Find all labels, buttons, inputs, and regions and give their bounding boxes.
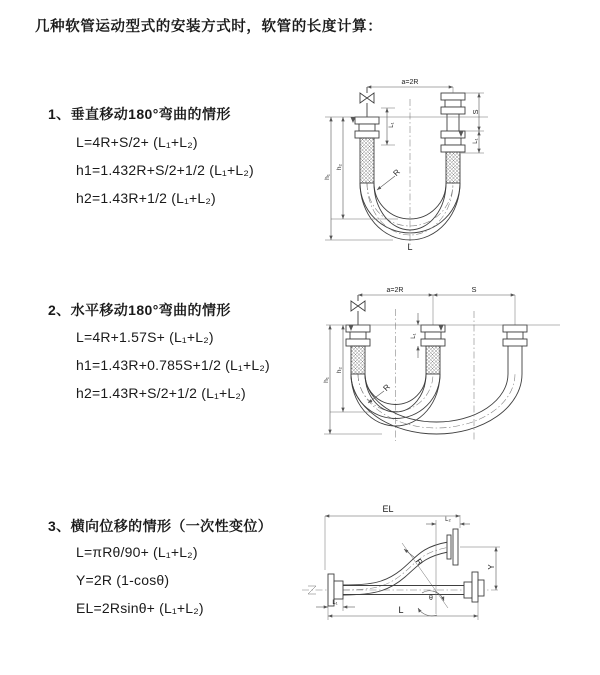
dimension-a2r [358,287,433,295]
section2-formula-h1: h1=1.43R+0.785S+1/2 (L₁+L₂) [76,357,270,373]
upper-right-flange [447,529,458,565]
dimension-h2 [336,117,343,219]
radius-label: R [381,382,392,393]
moved-pipe-flange [503,295,527,374]
right-pipe-flange [441,93,465,183]
dim-l1-left-label: L₁ [389,122,395,128]
dim-l1-label: L₁ [411,333,417,339]
dimension-l [328,602,478,620]
dimension-a2r [367,79,453,93]
dimension-l1-middle [411,313,418,358]
left-pipe-flange [355,117,379,183]
hose-arcs [351,374,522,434]
dim-l-label: L [407,242,413,252]
dimension-el [325,504,460,570]
dimension-h1 [324,117,331,240]
section2-heading: 2、水平移动180°弯曲的情形 [48,302,231,318]
dim-a2r-label: a=2R [401,79,419,86]
dim-l1-label: L₁ [332,600,338,606]
reference-lines [325,93,488,240]
section1-formula-h1: h1=1.432R+S/2+1/2 (L₁+L₂) [76,162,254,178]
middle-pipe-flange [421,295,445,374]
dimension-l1 [316,599,355,611]
section3-formula-Y: Y=2R (1-cosθ) [76,572,170,588]
dim-s-label: S [471,109,480,115]
dim-h1-label: h₁ [323,377,330,383]
left-pipe-flange [346,325,370,374]
dim-h2-label: h₂ [336,366,343,374]
dim-l1-right-label: L₁ [473,138,479,144]
section3-heading: 3、横向位移的情形（一次性变位） [48,518,273,534]
section3-formula-L: L=πRθ/90+ (L₁+L₂) [76,544,198,560]
dim-y-label: Y [487,564,496,570]
section2-formula-L: L=4R+1.57S+ (L₁+L₂) [76,329,214,345]
dimension-l1-right [473,131,479,153]
section1-formula-L: L=4R+S/2+ (L₁+L₂) [76,134,198,150]
radius-label: R [391,167,402,178]
valve-icon [360,87,374,117]
dim-h1-label: h₁ [324,174,331,180]
angle-label: θ [429,595,433,602]
page-title: 几种软管运动型式的安装方式时，软管的长度计算： [35,19,383,35]
dimension-s [433,285,515,295]
dim-l-label: L [398,605,404,615]
dimension-h2 [336,325,343,412]
lower-right-flange [464,572,484,602]
break-mark [308,586,316,594]
diagram-vertical-180-bend [303,73,593,253]
dim-s-label: S [471,285,477,294]
dim-h2-label: h₂ [336,163,343,171]
section3-formula-EL: EL=2Rsinθ+ (L₁+L₂) [76,600,204,616]
section1-formula-h2: h2=1.43R+1/2 (L₁+L₂) [76,190,216,206]
diagram-lateral-displacement [298,498,598,658]
dimension-l1-left [381,108,395,145]
radius-callout [377,167,402,190]
radius-label: R [413,557,425,568]
dim-a2r-label: a=2R [386,287,404,294]
dimension-h1 [323,325,330,434]
dim-el-label: EL [382,504,394,514]
section2-formula-h2: h2=1.43R+S/2+1/2 (L₁+L₂) [76,385,246,401]
section1-heading: 1、垂直移动180°弯曲的情形 [48,106,231,122]
dim-l2-label: L₂ [445,517,451,523]
dimension-s [471,93,480,131]
valve-icon [351,295,365,325]
s-curve-hose [343,542,448,595]
diagram-horizontal-180-bend [310,281,600,456]
